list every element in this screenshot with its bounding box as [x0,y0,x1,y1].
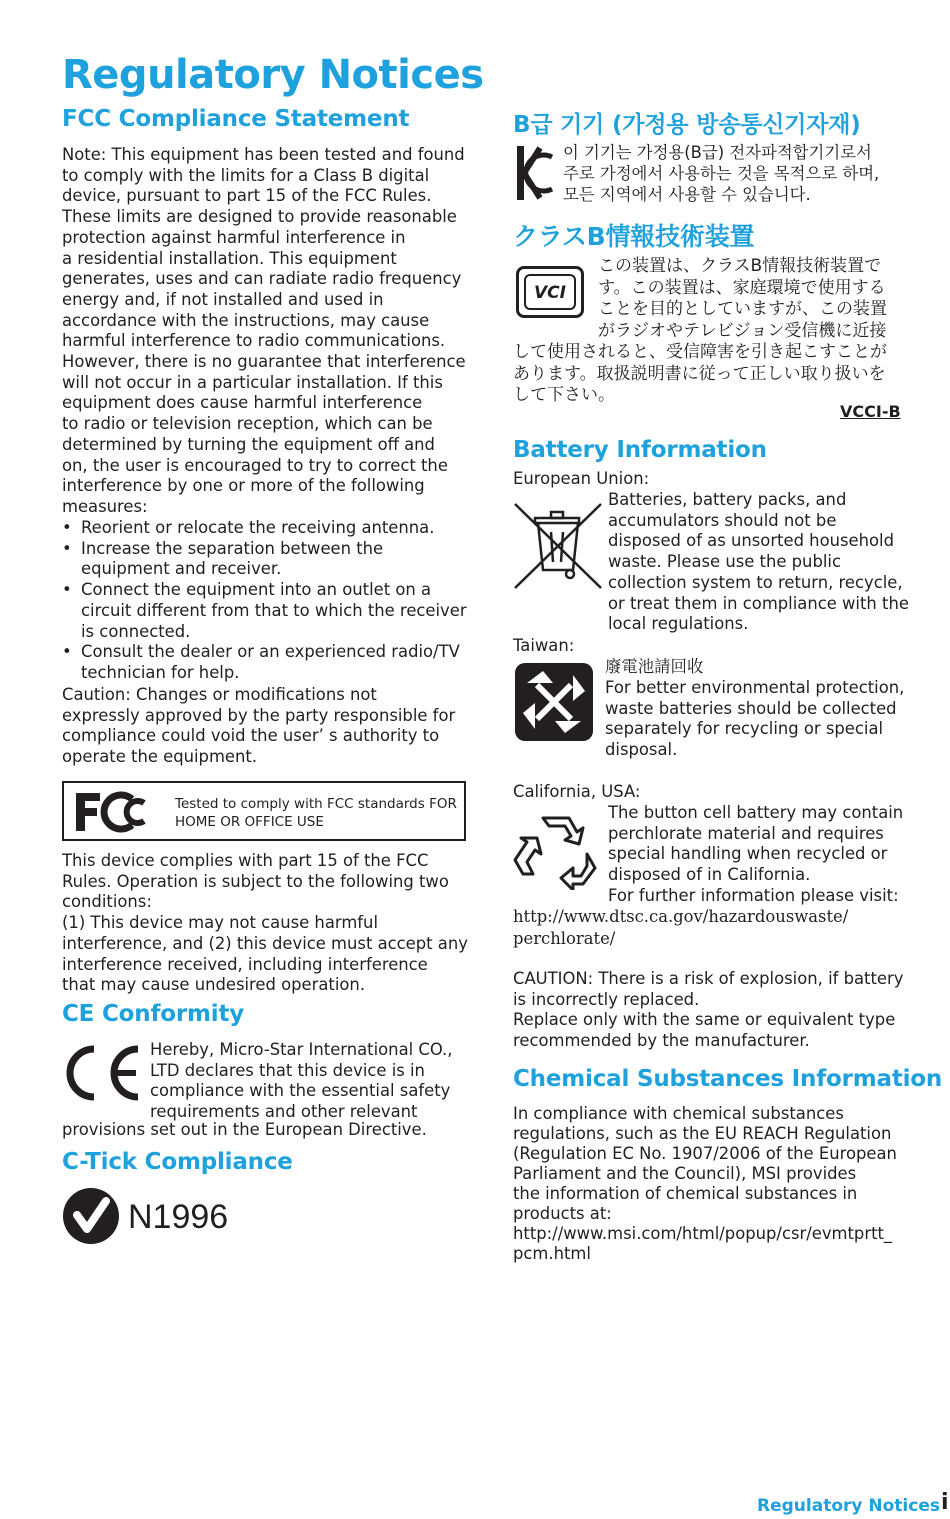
msi-url-line[interactable]: pcm.html [513,1244,591,1263]
text-line: 주로 가정에서 사용하는 것을 목적으로 하며, [563,164,880,183]
fcc-measures-list [62,518,467,684]
ctick-mark-icon [62,1187,120,1245]
vcci-heading: クラスB情報技術装置 [513,222,755,251]
list-item [62,580,467,642]
text-line: The button cell battery may contain [608,803,904,822]
text-line: この装置は、クラスB情報技術装置で [598,256,882,276]
text-line: Rules. Operation is subject to the following two [62,871,449,891]
taiwan-recycle-icon [513,661,595,743]
text-line: energy and, if not installed and used in [62,289,384,309]
fcc-compliance-text [62,851,468,996]
text-line: • Consult the dealer or an experienced radio/TV [81,642,460,662]
vcci-text-bottom [513,342,887,407]
taiwan-title: 廢電池請回收 [605,657,704,676]
fcc-intro [62,145,466,518]
text-line: ことを目的としていますが、この装置 [598,299,887,319]
vcci-tag: VCCI-B [840,402,901,421]
text-line: (Regulation EC No. 1907/2006 of the European [513,1144,897,1163]
ctick-heading: C-Tick Compliance [62,1149,293,1175]
battery-caution [513,969,903,1052]
text-line: collection system to return, recycle, [608,572,903,592]
text-line: is connected. [81,621,191,641]
text-line: Note: This equipment has been tested and found [62,145,465,164]
page-number: i [941,1490,949,1515]
taiwan-text [605,678,904,761]
ctick-code: N1996 [128,1198,229,1236]
text-line: separately for recycling or special [605,719,884,739]
text-line: compliance with the essential safety [150,1081,451,1101]
text-line: equipment and receiver. [81,559,282,579]
text-line: perchlorate/ [513,929,616,948]
eu-label: European Union: [513,469,650,488]
text-line: Tested to comply with FCC standards FOR [175,796,457,812]
text-line: LTD declares that this device is in [150,1060,425,1080]
list-item [62,642,467,683]
text-line: Hereby, Micro-Star International CO., [150,1040,453,1059]
text-line: measures: [62,496,148,516]
text-line: CAUTION: There is a risk of explosion, if battery [513,969,904,988]
text-line: harmful interference to radio communications. [62,331,446,351]
text-line: 이 기기는 가정용(B급) 전자파적합기기로서 [563,143,872,162]
text-line: http://www.dtsc.ca.gov/hazardouswaste/ [513,907,849,926]
text-line: that may cause undesired operation. [62,975,366,995]
text-line: Caution: Changes or modifications not [62,685,377,704]
korea-heading: B급 기기 (가정용 방송통신기자재) [513,112,861,138]
fcc-logo-icon [74,789,158,835]
crossed-bin-icon [513,502,605,592]
text-line: • Connect the equipment into an outlet on a [81,580,432,600]
text-line: In compliance with chemical substances [513,1104,844,1123]
kc-mark-icon [516,145,554,201]
text-line: waste. Please use the public [608,552,841,572]
vcci-logo-icon [516,266,584,318]
vcci-text-top [598,256,887,342]
text-line: technician for help. [81,662,240,682]
text-line: interference by one or more of the following [62,476,425,496]
text-line: However, there is no guarantee that interference [62,352,466,372]
california-text [608,803,903,907]
text-line: protection against harmful interference in [62,227,406,247]
text-line: equipment does cause harmful interference [62,393,423,413]
fcc-box-text [175,795,457,831]
msi-url-line[interactable]: http://www.msi.com/html/popup/csr/evmtprtt_ [513,1224,893,1243]
text-line: products at: [513,1204,612,1223]
text-line: recommended by the manufacturer. [513,1031,810,1051]
eu-text [608,490,909,635]
text-line: conditions: [62,892,152,912]
text-line: Replace only with the same or equivalent type [513,1010,896,1030]
ce-heading: CE Conformity [62,1001,245,1027]
chemical-text [513,1104,897,1264]
text-line: is incorrectly replaced. [513,989,700,1009]
page-title: Regulatory Notices [62,52,484,98]
text-line: For better environmental protection, [605,678,905,697]
text-line: accordance with the instructions, may cause [62,310,430,330]
text-line: (1) This device may not cause harmful [62,913,378,933]
fcc-logo-box [62,781,466,841]
text-line: disposed of in California. [608,865,811,885]
korea-text [563,142,879,205]
text-line: operate the equipment. [62,747,258,767]
ce-mark-icon [62,1044,142,1102]
text-line: waste batteries should be collected [605,698,897,718]
text-line: requirements and other relevant [150,1102,418,1122]
california-label: California, USA: [513,782,641,801]
text-line: to radio or television reception, which can be [62,414,433,434]
recycle-arrows-icon [513,810,599,890]
text-line: will not occur in a particular installation. If this [62,372,443,392]
text-line: special handling when recycled or [608,844,888,864]
taiwan-label: Taiwan: [513,636,575,655]
text-line: provisions set out in the European Directive. [62,1120,427,1139]
footer-section-label: Regulatory Notices [757,1496,940,1516]
text-line: HOME OR OFFICE USE [175,814,324,830]
text-line: Parliament and the Council), MSI provides [513,1164,857,1183]
battery-heading: Battery Information [513,437,767,463]
text-line: For further information please visit: [608,885,899,905]
text-line: interference, and (2) this device must accept any [62,933,468,953]
text-line: circuit different from that to which the receiver [81,600,467,620]
ce-text-top [150,1040,452,1123]
text-line: accumulators should not be [608,510,837,530]
ce-text-bottom [62,1120,427,1141]
text-line: • Increase the separation between the [81,538,384,558]
text-line: or treat them in compliance with the [608,593,909,613]
text-line: Batteries, battery packs, and [608,490,847,509]
text-line: して下さい。 [513,385,615,405]
text-line: 모든 지역에서 사용할 수 있습니다. [563,185,811,204]
text-line: して使用されると、受信障害を引き起こすことが [513,342,887,362]
text-line: to comply with the limits for a Class B digital [62,165,430,185]
text-line: disposed of as unsorted household [608,531,894,551]
text-line: These limits are designed to provide reasonable [62,207,457,227]
text-line: regulations, such as the EU REACH Regulation [513,1124,892,1143]
text-line: determined by turning the equipment off and [62,434,435,454]
text-line: device, pursuant to part 15 of the FCC Rules. [62,186,432,206]
fcc-heading: FCC Compliance Statement [62,106,410,132]
text-line: interference received, including interference [62,954,428,974]
text-line: • Reorient or relocate the receiving antenna. [81,518,435,537]
vcci-logo-text: VCI [524,274,576,310]
text-line: local regulations. [608,614,749,634]
text-line: perchlorate material and requires [608,823,884,843]
text-line: on, the user is encouraged to try to correct the [62,455,448,475]
text-line: がラジオやテレビジョン受信機に近接 [598,320,887,341]
text-line: generates, uses and can radiate radio frequency [62,269,462,289]
text-line: the information of chemical substances in [513,1184,858,1203]
text-line: a residential installation. This equipment [62,248,397,268]
text-line: disposal. [605,740,678,760]
text-line: compliance could void the user’ s authority to [62,726,440,746]
dtsc-url[interactable] [513,906,848,950]
list-item [62,518,467,539]
text-line: expressly approved by the party responsible for [62,705,456,725]
text-line: あります。取扱説明書に従って正しい取り扱いを [513,363,886,384]
text-line: す。この装置は、家庭環境で使用する [598,277,886,298]
text-line: This device complies with part 15 of the FCC [62,851,429,870]
list-item [62,539,467,580]
fcc-caution [62,685,455,768]
chemical-heading: Chemical Substances Information [513,1066,943,1092]
